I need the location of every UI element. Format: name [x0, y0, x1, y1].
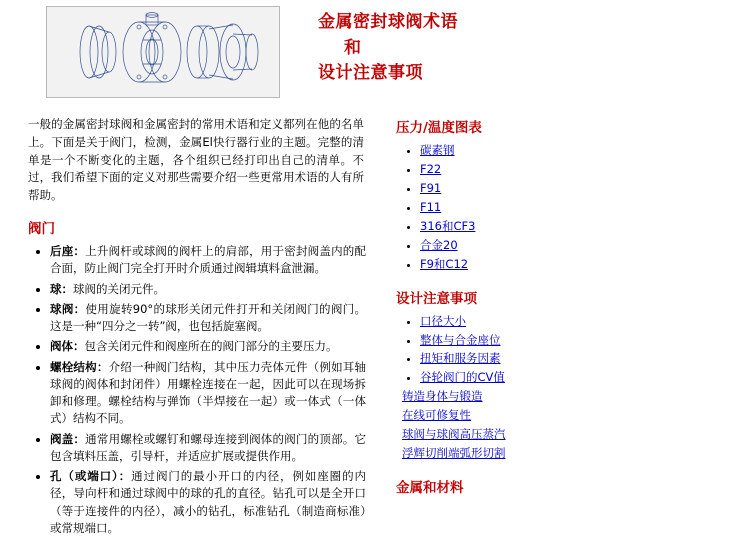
list-item	[420, 256, 734, 273]
section-heading-valves: 阀门	[28, 221, 55, 238]
design-plain-link-list	[396, 388, 734, 462]
list-item	[420, 350, 734, 367]
list-item	[420, 313, 734, 330]
page-title	[318, 6, 458, 87]
term-label: 球：	[50, 281, 73, 296]
intro-paragraph: 一般的金属密封球阀和金属密封的常用术语和定义都列在他的名单上。下面是关于阀门，检测，金属El快行器行业的主题。完整的清单是一个不断变化的主题，各个组织已经打印出自己的清单。不过，我们希望下面的定义对那些需要介绍一些更常用术语的人有所帮助。	[28, 117, 364, 203]
term-text: 使用旋转90°的球形关闭元件打开和关闭阀门的阀门。这是一种“四分之一转”阀，也包括旋塞阀。	[50, 301, 367, 334]
list-item	[402, 445, 734, 462]
list-item	[420, 180, 734, 197]
list-item	[50, 301, 374, 336]
link-integral-vs-alloy-seat[interactable]: 整体与合金座位	[420, 332, 501, 347]
valve-cutaway-image	[46, 6, 280, 98]
link-316-cf3[interactable]: 316和CF3	[420, 218, 476, 233]
term-label: 后座：	[50, 244, 86, 259]
term-text: 上升阀杆或球阀的阀杆上的肩部，用于密封阀盖内的配合面，防止阀门完全打开时介质通过阀辑填料盒泄漏。	[50, 244, 367, 276]
list-item	[420, 142, 734, 159]
link-f22[interactable]: F22	[420, 161, 442, 176]
term-text: 通过阀门的最小开口的内径，例如座圈的内径，导向杆和通过球阀中的球的孔的直径。钻孔可以是全开口（等于连接件的内径），减小的钻孔，标准钻孔（制造商标准）或常规端口。	[50, 469, 367, 535]
term-text: 介绍一种阀门结构，其中压力壳体元件（例如耳轴球阀的阀体和封闭件）用螺栓连接在一起，因此可以在现场拆卸和修理。螺栓结构与弹饰（半焊接在一起）或一体式（一体式）结构不同。	[50, 359, 367, 426]
title-line-1: 金属密封球阀术语	[318, 12, 458, 32]
list-item	[420, 199, 734, 216]
list-item	[50, 359, 374, 428]
link-arc-cutting[interactable]: 浮辉切削端弧形切割	[402, 446, 506, 461]
link-cast-vs-forged[interactable]: 铸造身体与锻造	[402, 389, 483, 404]
term-label: 球阀：	[50, 301, 86, 316]
section-heading-metals-materials: 金属和材料	[396, 480, 464, 497]
list-item	[402, 426, 734, 443]
right-column	[374, 116, 734, 540]
section-heading-pressure-temp: 压力/温度图表	[396, 120, 482, 136]
section-heading-design-notes: 设计注意事项	[396, 290, 477, 307]
title-line-2: 和	[344, 37, 362, 58]
term-label: 阀盖：	[50, 431, 86, 446]
link-inline-repairability[interactable]: 在线可修复性	[402, 408, 471, 423]
link-f11[interactable]: F11	[420, 199, 442, 214]
link-f91[interactable]: F91	[420, 180, 442, 195]
page-header	[0, 0, 750, 98]
list-item	[50, 281, 374, 298]
term-label: 阀体：	[50, 339, 85, 354]
list-item	[402, 407, 734, 424]
link-f9-c12[interactable]: F9和C12	[420, 256, 469, 271]
terms-list	[28, 243, 374, 537]
link-ball-valve-high-pressure-steam[interactable]: 球阀与球阀高压蒸汽	[402, 427, 506, 442]
term-text: 包含关闭元件和阀座所在的阀门部分的主要压力。	[84, 339, 338, 354]
design-link-list	[396, 313, 734, 387]
list-item	[50, 468, 374, 537]
term-label: 孔（或端口）：	[50, 469, 132, 484]
left-column	[0, 116, 374, 540]
link-carbon-steel[interactable]: 碳素钢	[420, 143, 455, 157]
pressure-temp-link-list	[396, 142, 734, 273]
link-cv-value[interactable]: 谷轮阀门的CV值	[420, 370, 505, 385]
list-item	[420, 332, 734, 349]
list-item	[420, 369, 734, 386]
list-item	[420, 218, 734, 235]
term-label: 螺栓结构：	[50, 359, 109, 374]
list-item	[50, 338, 374, 355]
content-columns	[0, 98, 750, 540]
list-item	[420, 161, 734, 178]
list-item	[420, 237, 734, 254]
list-item	[50, 431, 374, 466]
list-item	[402, 388, 734, 405]
link-alloy-20[interactable]: 合金20	[420, 237, 458, 252]
term-text: 通常用螺栓或螺钉和螺母连接到阀体的阀门的顶部。它包含填料压盖，引导杆，并适应扩展或提供作用。	[50, 431, 367, 463]
list-item	[50, 243, 374, 278]
valve-drawing-svg	[47, 7, 279, 97]
link-torque-service-factor[interactable]: 扭矩和服务因素	[420, 351, 501, 366]
title-line-3: 设计注意事项	[318, 63, 423, 83]
link-bore-size[interactable]: 口径大小	[420, 313, 466, 328]
term-text: 球阀的关闭元件。	[73, 281, 165, 296]
